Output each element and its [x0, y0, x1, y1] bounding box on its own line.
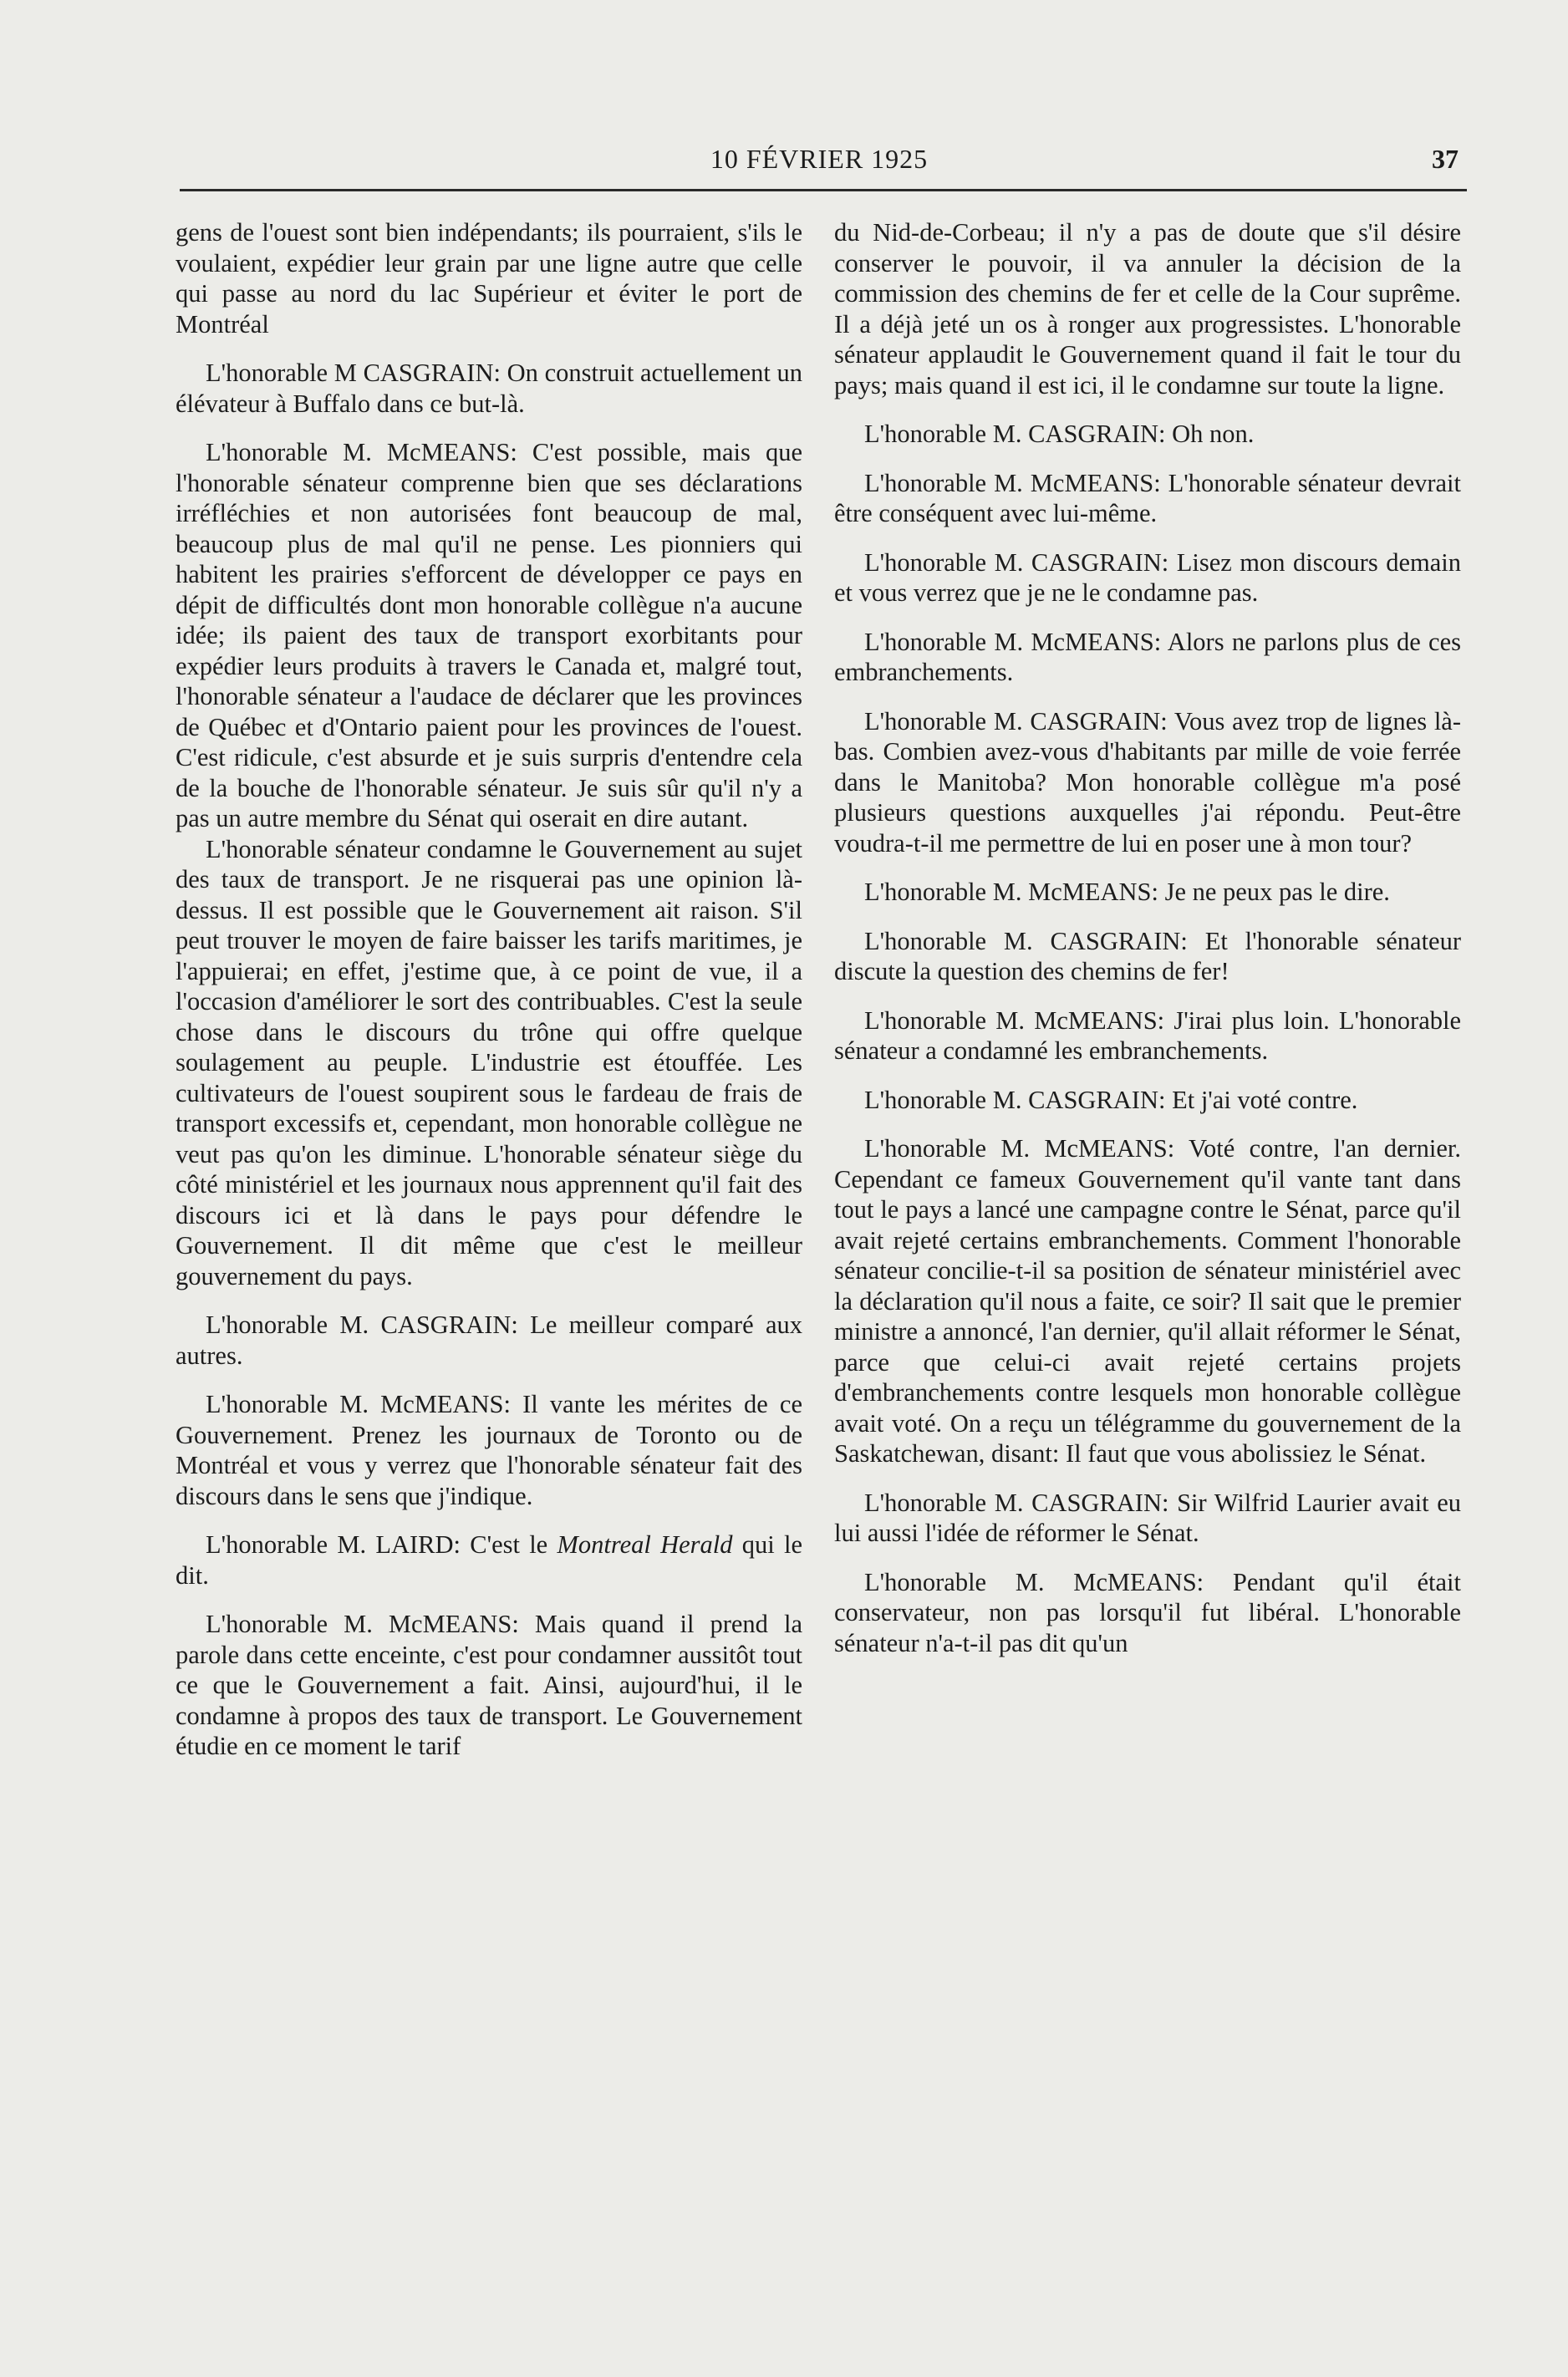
paragraph: L'honorable M. CASGRAIN: Et j'ai voté contre. [864, 1085, 1358, 1114]
paragraph: L'honorable M. McMEANS: Je ne peux pas le dire. [864, 878, 1390, 906]
italic-title: Montreal Herald [557, 1530, 733, 1559]
paragraph: L'honorable M. CASGRAIN: Lisez mon discours demain et vous verrez que je ne le condamne pas. [834, 547, 1461, 607]
page-number: 37 [1432, 144, 1459, 174]
paragraph: gens de l'ouest sont bien indépendants; ils pourraient, s'ils le voulaient, expédier leur grain par une ligne autre que celle qui passe au nord du lac Supérieur et éviter le port de Montréal [176, 218, 802, 338]
paragraph: L'honorable M CASGRAIN: On construit actuellement un élévateur à Buffalo dans ce but-là. [176, 359, 802, 418]
paragraph: L'honorable M. McMEANS: Mais quand il prend la parole dans cette enceinte, c'est pour condamner aussitôt tout ce que le Gouvernement a fait. Ainsi, aujourd'hui, il le condamne à propos des taux de transport. Le Gouvernement étudie en ce moment le tarif [176, 1610, 802, 1760]
paragraph: L'honorable M. McMEANS: J'irai plus loin. L'honorable sénateur a condamné les embranchements. [834, 1005, 1461, 1065]
paragraph: L'honorable M. CASGRAIN: Sir Wilfrid Laurier avait eu lui aussi l'idée de réformer le Sénat. [834, 1488, 1461, 1547]
paragraph: L'honorable sénateur condamne le Gouvernement au sujet des taux de transport. Je ne risquerai pas une opinion là-dessus. Il est possible que le Gouvernement ait raison. S'il peut trouver le moyen de faire baisser les tarifs maritimes, je l'appuierai; en effet, j'estime que, à ce point de vue, il a l'occasion d'améliorer le sort des contribuables. C'est la seule chose dans le discours du trône qui offre quelque soulagement au peuple. L'industrie est étouffée. Les cultivateurs de l'ouest soupirent sous le fardeau de frais de transport excessifs et, cependant, mon honorable collègue ne veut pas qu'on les diminue. L'honorable sénateur siège du côté ministériel et les journaux nous apprennent qu'il fait des discours ici et là dans le pays pour défendre le Gouvernement. Il dit même que c'est le meilleur gouvernement du pays. [176, 834, 802, 1290]
paragraph: L'honorable M. McMEANS: L'honorable sénateur devrait être conséquent avec lui-même. [834, 468, 1461, 527]
paragraph: L'honorable M. CASGRAIN: Et l'honorable sénateur discute la question des chemins de fer! [834, 926, 1461, 985]
header-rule [180, 189, 1467, 191]
left-column [176, 217, 802, 1780]
paragraph: L'honorable M. CASGRAIN: Vous avez trop de lignes là-bas. Combien avez-vous d'habitants par mille de voie ferrée dans le Manitoba? Mon honorable collègue m'a posé plusieurs questions auxquelles j'ai répondu. Peut-être voudra-t-il me permettre de lui en poser une à mon tour? [834, 706, 1461, 858]
paragraph: L'honorable M. McMEANS: Alors ne parlons plus de ces embranchements. [834, 627, 1461, 686]
paragraph [176, 1530, 802, 1591]
paragraph: L'honorable M. McMEANS: Pendant qu'il était conservateur, non pas lorsqu'il fut libéral. L'honorable sénateur n'a-t-il pas dit qu'un [834, 1567, 1461, 1657]
paragraph: L'honorable M. McMEANS: Voté contre, l'an dernier. Cependant ce fameux Gouvernement qu'il vante tant dans tout le pays a lancé une campagne contre le Sénat, parce qu'il avait rejeté certains embranchements. Comment l'honorable sénateur concilie-t-il sa position de sénateur ministériel avec la déclaration qu'il nous a faite, ce soir? Il sait que le premier ministre a annoncé, l'an dernier, qu'il allait réformer le Sénat, parce que celui-ci avait rejeté certains projets d'embranchements contre lesquels mon honorable collègue avait voté. On a reçu un télégramme du gouvernement de la Saskatchewan, disant: Il faut que vous abolissiez le Sénat. [834, 1134, 1461, 1468]
paragraph: du Nid-de-Corbeau; il n'y a pas de doute que s'il désire conserver le pouvoir, il va annuler la décision de la commission des chemins de fer et celle de la Cour suprême. Il a déjà jeté un os à ronger aux progressistes. L'honorable sénateur applaudit le Gouvernement quand il fait le tour du pays; mais quand il est ici, il le condamne sur toute la ligne. [834, 218, 1461, 400]
paragraph: L'honorable M. McMEANS: Il vante les mérites de ce Gouvernement. Prenez les journaux de Toronto ou de Montréal et vous y verrez que l'honorable sénateur fait des discours dans le sens que j'indique. [176, 1390, 802, 1510]
header-date: 10 FÉVRIER 1925 [710, 144, 929, 174]
paragraph: L'honorable M. CASGRAIN: Oh non. [864, 420, 1255, 448]
paragraph-text: qui le dit. [176, 1530, 802, 1590]
page-header [180, 135, 1459, 186]
paragraph-text: L'honorable M. LAIRD: C'est le [206, 1530, 557, 1559]
paragraph: L'honorable M. CASGRAIN: Le meilleur comparé aux autres. [176, 1311, 802, 1370]
right-column [834, 217, 1461, 1677]
paragraph: L'honorable M. McMEANS: C'est possible, mais que l'honorable sénateur comprenne bien que ses déclarations irréfléchies et non autorisées font beaucoup de mal, beaucoup plus de mal qu'il ne pense. Les pionniers qui habitent les prairies s'efforcent de développer ce pays en dépit de difficultés dont mon honorable collègue n'a aucune idée; ils paient des taux de transport exorbitants pour expédier leurs produits à travers le Canada et, malgré tout, l'honorable sénateur a l'audace de déclarer que les provinces de Québec et d'Ontario paient pour les provinces de l'ouest. C'est ridicule, c'est absurde et je suis surpris d'entendre cela de la bouche de l'honorable sénateur. Je suis sûr qu'il n'y a pas un autre membre du Sénat qui oserait en dire autant. [176, 438, 802, 832]
